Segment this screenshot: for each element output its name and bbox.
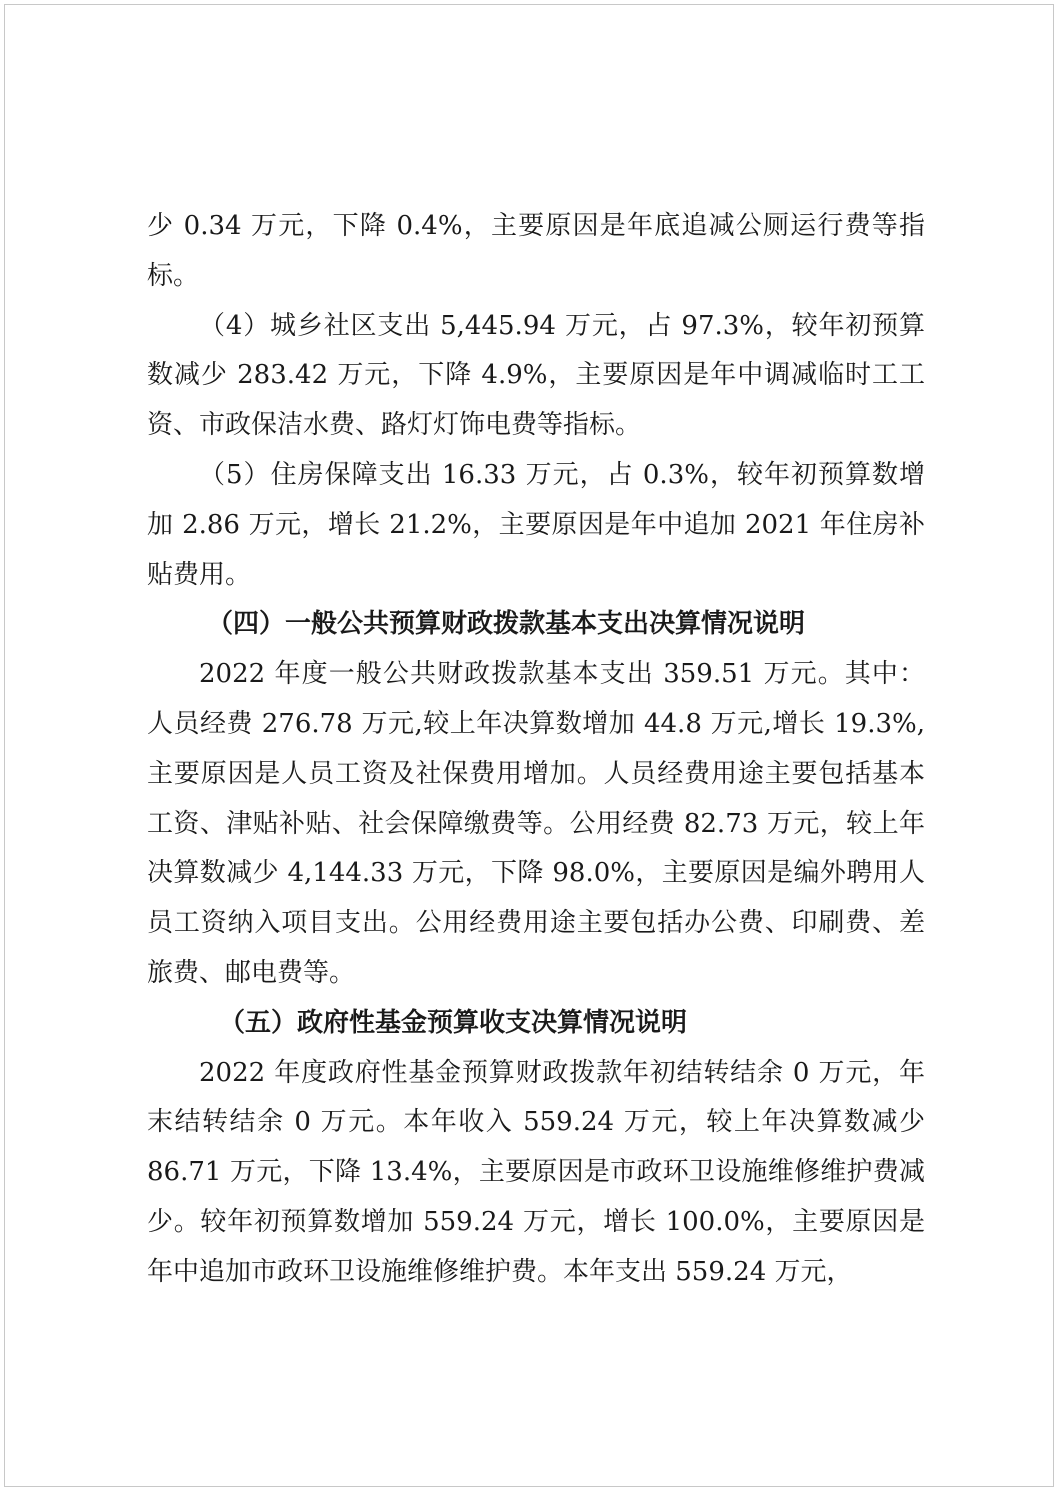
paragraph-urban-rural-community: （4）城乡社区支出 5,445.94 万元，占 97.3%，较年初预算数减少 283.42 万元，下降 4.9%，主要原因是年中调减临时工工资、市政保洁水费、路灯灯饰电费等指标。 — [147, 310, 925, 441]
section-heading-5: （五）政府性基金预算收支决算情况说明 — [219, 1007, 688, 1038]
paragraph-government-fund: 2022 年度政府性基金预算财政拨款年初结转结余 0 万元，年末结转结余 0 万元。本年收入 559.24 万元，较上年决算数减少 86.71 万元，下降 13.4%，主要原因是市政环卫设施维修维护费减少。较年初预算数增加 559.24 万元，增长 100.0%，主要原因是年中追加市政环卫设施维修维护费。本年支出 559.24 万元， — [147, 1057, 925, 1287]
paragraph-continuation: 少 0.34 万元，下降 0.4%，主要原因是年底追减公厕运行费等指标。 — [147, 211, 925, 291]
paragraph-housing-security: （5）住房保障支出 16.33 万元，占 0.3%，较年初预算数增加 2.86 万元，增长 21.2%，主要原因是年中追加 2021 年住房补贴费用。 — [147, 459, 925, 590]
section-heading-4: （四）一般公共预算财政拨款基本支出决算情况说明 — [207, 609, 806, 640]
document-page — [4, 4, 1054, 1487]
document-body — [147, 202, 925, 1298]
paragraph-basic-expenditure: 2022 年度一般公共财政拨款基本支出 359.51 万元。其中：人员经费 276.78 万元,较上年决算数增加 44.8 万元,增长 19.3%,主要原因是人员工资及社保费用增加。人员经费用途主要包括基本工资、津贴补贴、社会保障缴费等。公用经费 82.73 万元，较上年决算数减少 4,144.33 万元，下降 98.0%，主要原因是编外聘用人员工资纳入项目支出。公用经费用途主要包括办公费、印刷费、差旅费、邮电费等。 — [147, 659, 925, 988]
